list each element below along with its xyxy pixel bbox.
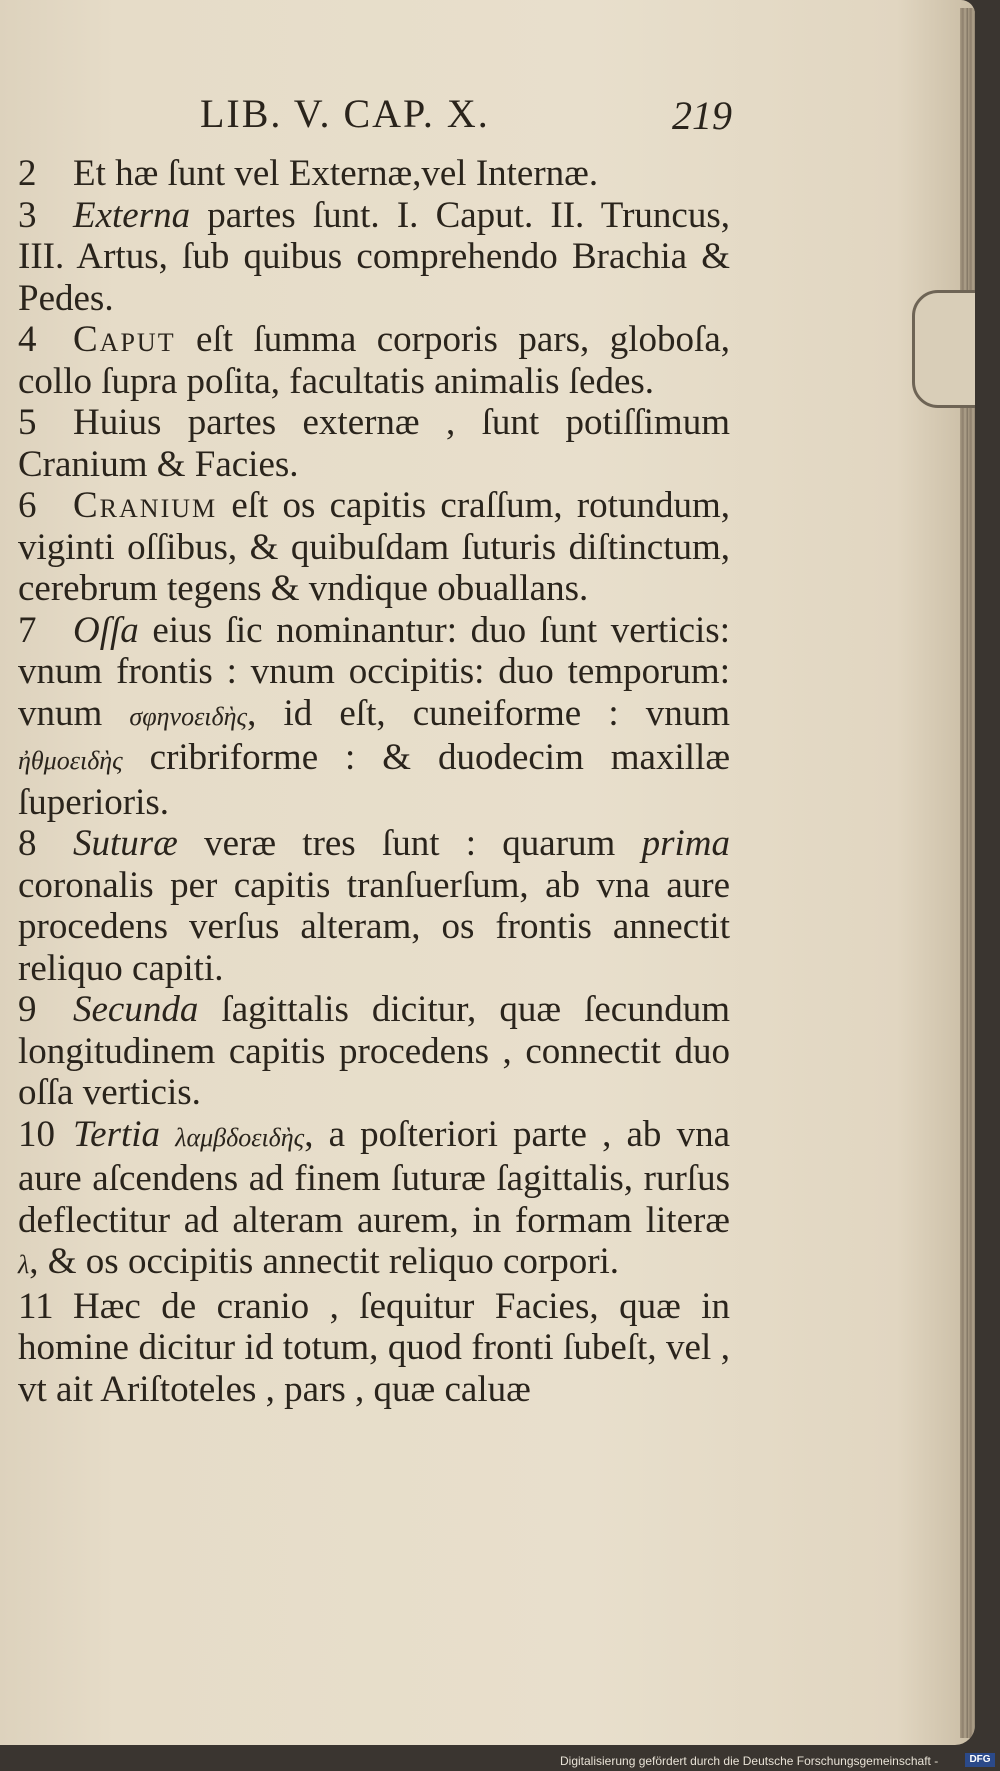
emphasized-term: Cranium	[73, 485, 218, 526]
emphasized-term: Suturæ	[73, 823, 178, 864]
paragraph	[18, 989, 730, 1114]
emphasized-term: Oſſa	[73, 609, 139, 651]
running-head: LIB. V. CAP. X.	[200, 91, 490, 136]
paragraph	[18, 1286, 730, 1411]
paragraph-number: 11	[18, 1285, 54, 1327]
paragraph-text: , id eſt, cuneiforme : vnum	[247, 692, 731, 734]
paragraph	[18, 153, 730, 195]
emphasized-term: Secunda	[73, 989, 199, 1030]
paragraph-number: 6	[18, 485, 37, 526]
greek-term: λαμβδοειδὴς	[175, 1122, 305, 1152]
dfg-logo: DFG	[965, 1753, 995, 1767]
paragraph	[18, 610, 730, 824]
paragraph	[18, 319, 730, 402]
paragraph-text: ſagittalis dicitur, quæ ſecundum longitudinem capitis procedens , connectit duo oſſa verticis.	[18, 989, 730, 1113]
paragraph-number: 3	[18, 194, 37, 236]
page-edge	[960, 8, 975, 1738]
paragraph-number: 8	[18, 823, 37, 864]
paragraph	[18, 195, 730, 320]
digitization-credit: Digitalisierung gefördert durch die Deutsche Forschungsgemeinschaft -	[560, 1754, 939, 1768]
paragraph-text: eſt os capitis craſſum, rotundum, viginti oſſibus, & quibuſdam ſuturis diſtinctum, cerebrum tegens & vndique obuallans.	[18, 485, 730, 609]
paragraph-text: coronalis per capitis tranſuerſum, ab vna aure procedens verſus alteram, os frontis annectit reliquo capiti.	[18, 864, 730, 989]
paragraph-number: 7	[18, 609, 37, 651]
body-text	[18, 153, 730, 1410]
emphasized-term: Tertia	[73, 1113, 161, 1155]
paragraph-text: eſt ſumma corporis pars, globoſa, collo ſupra poſita, facultatis animalis ſedes.	[18, 319, 730, 402]
paragraph	[18, 485, 730, 610]
emphasized-term: Externa	[73, 194, 191, 236]
paragraph-text: Hæc de cranio , ſequitur Facies, quæ in homine dicitur id totum, quod fronti ſubeſt, vel , vt ait Ariſtoteles , pars , quæ caluæ	[18, 1285, 730, 1410]
paragraph-text: Et hæ ſunt vel Externæ,vel Internæ.	[73, 153, 599, 194]
paragraph-number: 2	[18, 153, 37, 194]
greek-term: ἠθμοειδὴς	[18, 746, 123, 775]
paragraph-text: partes ſunt. I. Caput. II. Truncus, III. Artus, ſub quibus comprehendo Brachia & Pedes.	[18, 194, 730, 319]
paragraph-text: , & os occipitis annectit reliquo corpori.	[29, 1241, 620, 1282]
paragraph-number: 9	[18, 989, 37, 1030]
paragraph-text: cribriforme : & duodecim maxillæ ſuperioris.	[18, 737, 730, 823]
paragraph	[18, 1114, 730, 1286]
paragraph-number: 5	[18, 402, 37, 443]
emphasized-term: Caput	[73, 319, 176, 360]
paragraph	[18, 402, 730, 485]
paragraph-text: Huius partes externæ , ſunt potiſſimum Cranium & Facies.	[18, 402, 730, 485]
paragraph-text: , a poſteriori parte , ab vna aure aſcendens ad finem ſuturæ ſagittalis, rurſus deflectitur ad alteram aurem, in formam literæ	[18, 1113, 730, 1241]
paragraph-text	[160, 1114, 175, 1155]
paragraph	[18, 823, 730, 989]
emphasized-term: prima	[641, 823, 730, 864]
page-number: 219	[672, 93, 732, 138]
greek-term: λ	[18, 1250, 30, 1279]
paragraph-number: 10	[18, 1113, 55, 1155]
paragraph-number: 4	[18, 319, 37, 360]
paragraph-text: eius ſic nominantur: duo ſunt verticis: vnum frontis : vnum occipitis: duo temporum: vnum	[18, 609, 730, 734]
bookmark-tab	[912, 290, 975, 408]
greek-term: σφηνοειδὴς	[129, 701, 248, 731]
paragraph-text: veræ tres ſunt : quarum	[177, 823, 642, 864]
